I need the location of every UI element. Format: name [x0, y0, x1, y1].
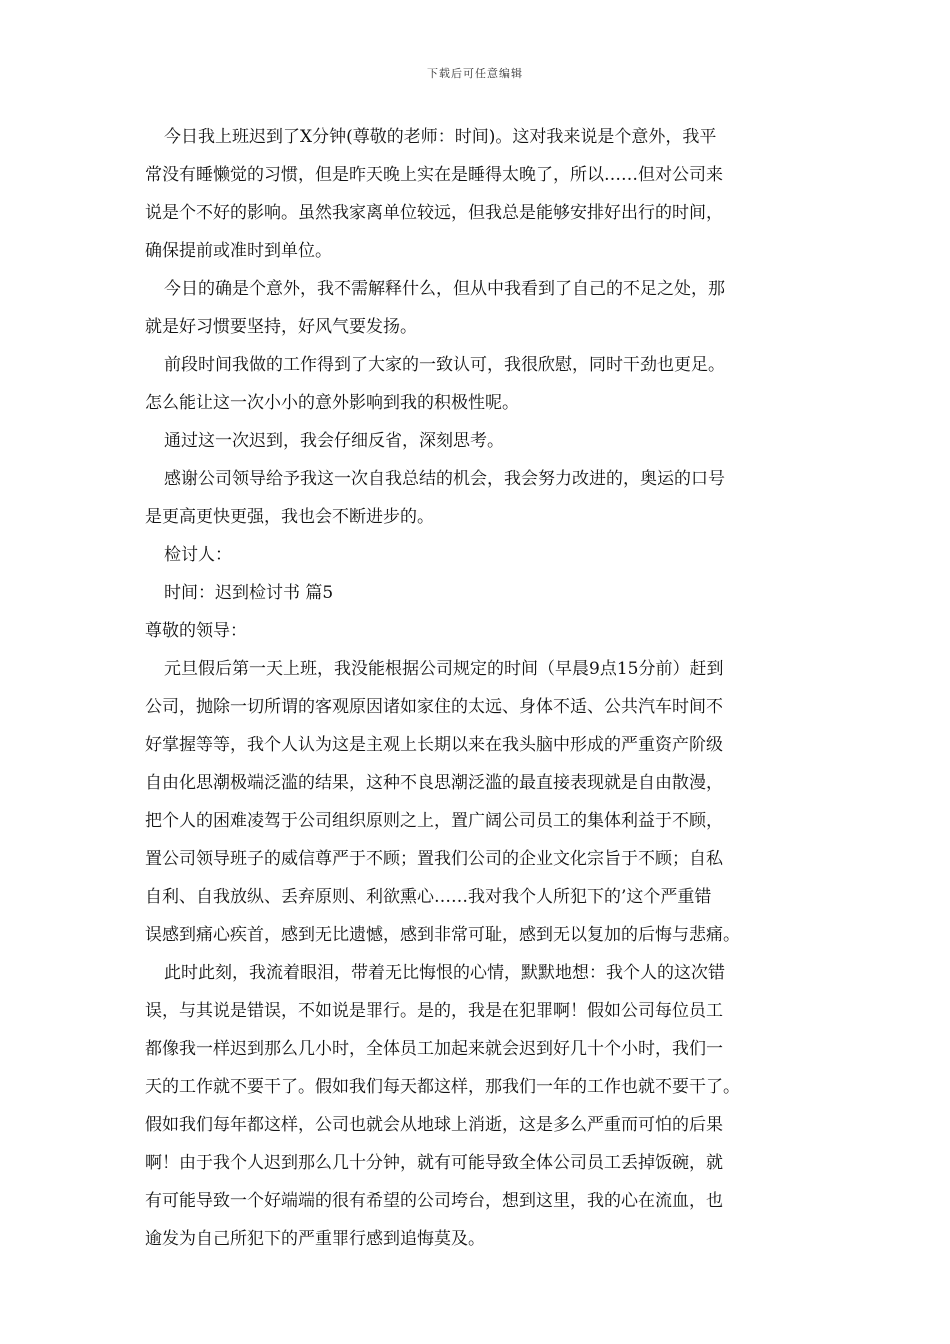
text-line: 说是个不好的影响。虽然我家离单位较远，但我总是能够安排好出行的时间，	[145, 203, 723, 223]
text-line: 有可能导致一个好端端的很有希望的公司垮台，想到这里，我的心在流血，也	[145, 1191, 723, 1211]
text-line: 元旦假后第一天上班，我没能根据公司规定的时间（早晨9点15分前）赶到	[164, 659, 724, 679]
document-body	[145, 118, 820, 1258]
text-line: 此时此刻，我流着眼泪，带着无比悔恨的心情，默默地想：我个人的这次错	[164, 963, 725, 983]
text-line: 通过这一次迟到，我会仔细反省，深刻思考。	[164, 431, 504, 451]
paragraph	[145, 650, 820, 954]
text-line: 都像我一样迟到那么几小时，全体员工加起来就会迟到好几十个小时，我们一	[145, 1039, 723, 1059]
paragraph	[145, 270, 820, 346]
paragraph	[145, 346, 820, 422]
paragraph	[145, 118, 820, 270]
text-line: 好掌握等等，我个人认为这是主观上长期以来在我头脑中形成的严重资产阶级	[145, 735, 723, 755]
text-line: 时间：迟到检讨书 篇5	[164, 583, 334, 603]
paragraph	[145, 574, 820, 612]
text-line: 常没有睡懒觉的习惯，但是昨天晚上实在是睡得太晚了，所以……但对公司来	[145, 165, 723, 185]
text-line: 自利、自我放纵、丢弃原则、利欲熏心……我对我个人所犯下的’这个严重错	[145, 887, 712, 907]
text-line: 感谢公司领导给予我这一次自我总结的机会，我会努力改进的，奥运的口号	[164, 469, 725, 489]
paragraph	[145, 460, 820, 536]
text-line: 误感到痛心疾首，感到无比遗憾，感到非常可耻，感到无以复加的后悔与悲痛。	[145, 925, 740, 945]
text-line: 今日的确是个意外，我不需解释什么，但从中我看到了自己的不足之处，那	[164, 279, 725, 299]
text-line: 是更高更快更强，我也会不断进步的。	[145, 507, 434, 527]
text-line: 就是好习惯要坚持，好风气要发扬。	[145, 317, 417, 337]
text-line: 公司，抛除一切所谓的客观原因诸如家住的太远、身体不适、公共汽车时间不	[145, 697, 723, 717]
text-line: 置公司领导班子的威信尊严于不顾；置我们公司的企业文化宗旨于不顾；自私	[145, 849, 723, 869]
paragraph	[145, 422, 820, 460]
page-header: 下载后可任意编辑	[427, 67, 523, 80]
paragraph	[145, 536, 820, 574]
text-line: 今日我上班迟到了X分钟(尊敬的老师：时间)。这对我来说是个意外，我平	[164, 127, 717, 147]
text-line: 假如我们每年都这样，公司也就会从地球上消逝，这是多么严重而可怕的后果	[145, 1115, 723, 1135]
paragraph	[145, 612, 820, 650]
text-line: 啊！由于我个人迟到那么几十分钟，就有可能导致全体公司员工丢掉饭碗，就	[145, 1153, 723, 1173]
text-line: 尊敬的领导：	[145, 621, 247, 641]
text-line: 确保提前或准时到单位。	[145, 241, 332, 261]
text-line: 检讨人：	[164, 545, 232, 565]
text-line: 天的工作就不要干了。假如我们每天都这样，那我们一年的工作也就不要干了。	[145, 1077, 740, 1097]
text-line: 自由化思潮极端泛滥的结果，这种不良思潮泛滥的最直接表现就是自由散漫，	[145, 773, 723, 793]
text-line: 误，与其说是错误，不如说是罪行。是的，我是在犯罪啊！假如公司每位员工	[145, 1001, 723, 1021]
text-line: 怎么能让这一次小小的意外影响到我的积极性呢。	[145, 393, 519, 413]
paragraph	[145, 954, 820, 1258]
text-line: 逾发为自己所犯下的严重罪行感到追悔莫及。	[145, 1229, 485, 1249]
text-line: 前段时间我做的工作得到了大家的一致认可，我很欣慰，同时干劲也更足。	[164, 355, 725, 375]
text-line: 把个人的困难凌驾于公司组织原则之上，置广阔公司员工的集体利益于不顾，	[145, 811, 723, 831]
